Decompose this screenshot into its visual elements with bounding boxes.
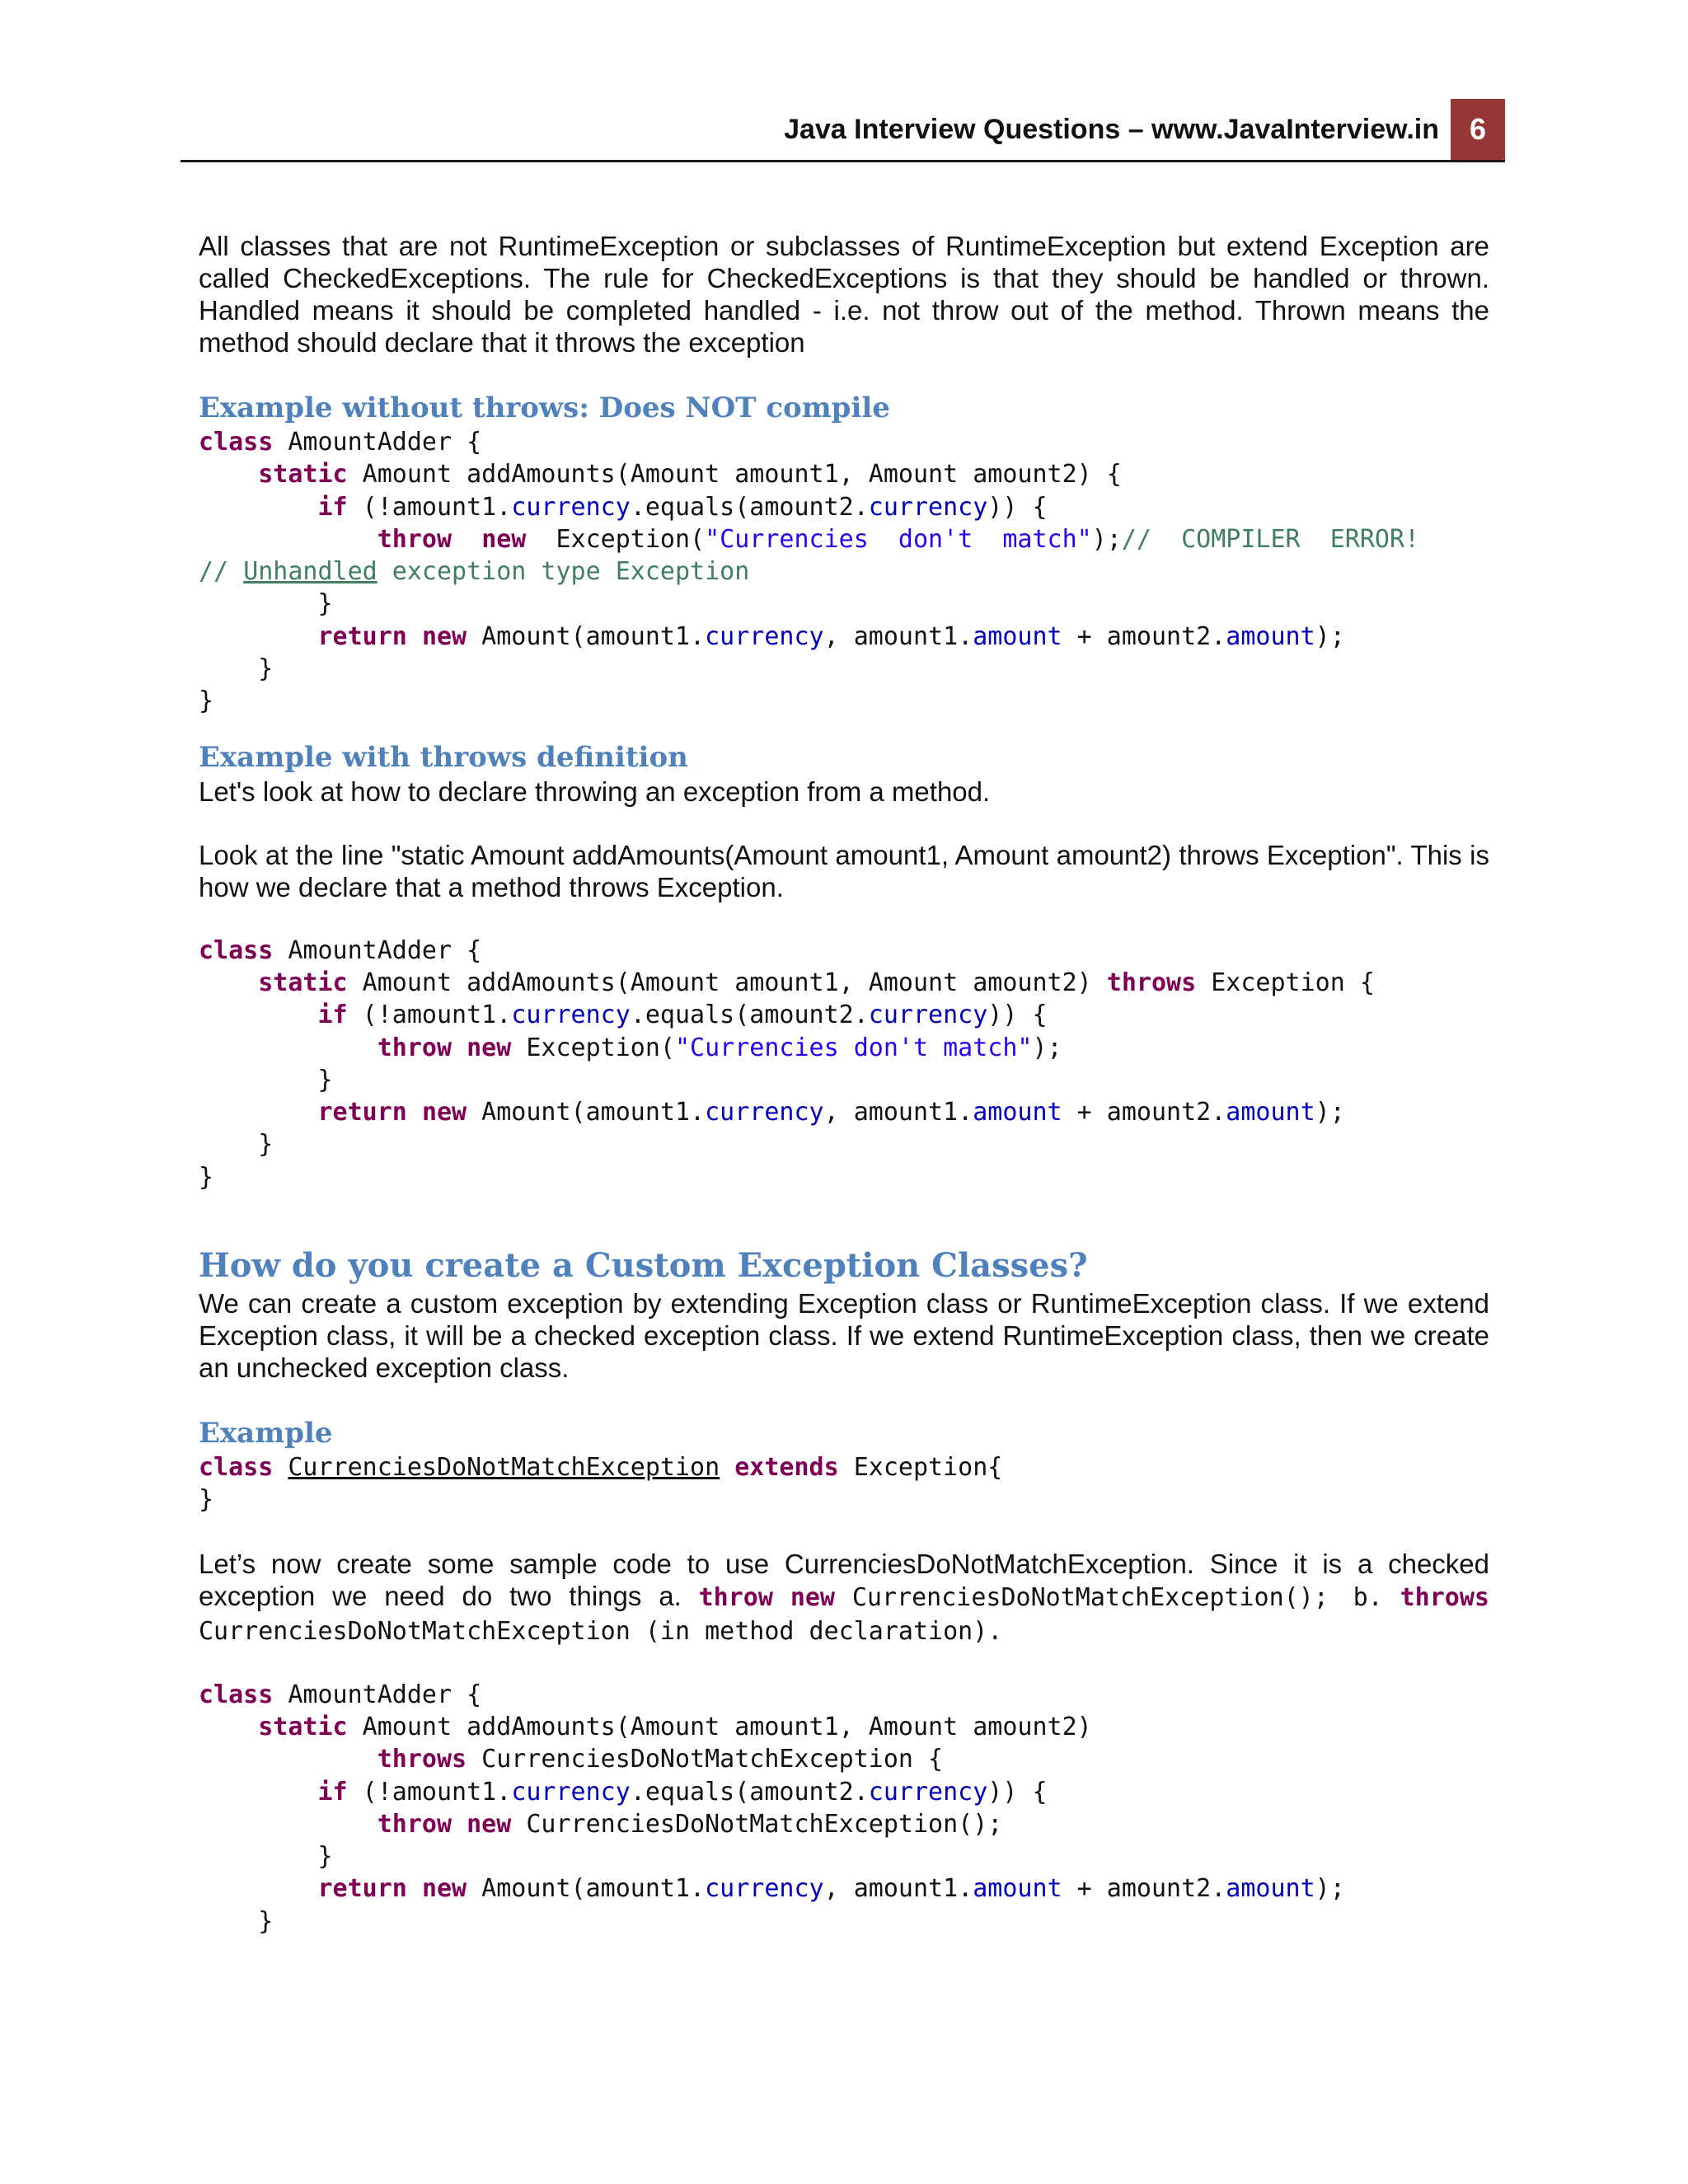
header-title: Java Interview Questions – www.JavaInterview.in: [784, 114, 1439, 145]
example-with-throws-heading: Example with throws definition: [199, 740, 688, 774]
custom-usage-paragraph: [199, 1548, 1489, 1647]
usage-text: Let’s now create some sample code to use CurrenciesDoNotMatchException. Since it is a checked exception we need do two things a.: [199, 1548, 1489, 1611]
page-content: [199, 230, 1489, 1938]
usage-code-new: new: [790, 1582, 835, 1612]
code-block-without-throws: class AmountAdder { static Amount addAmounts(Amount amount1, Amount amount2) { if (!amount1.currency.equals(amount2.currency)) { throw new Exception("Currencies don't match");// COMPILER ERROR! // Unhandled exception type Exception } return new Amount(amount1.currency, amount1.amount + amount2.amount); } }: [199, 428, 1420, 716]
example-without-throws-heading: Example without throws: Does NOT compile: [199, 391, 890, 424]
usage-code-declaration: CurrenciesDoNotMatchException (in method declaration).: [199, 1616, 1003, 1646]
custom-exception-paragraph: We can create a custom exception by extending Exception class or RuntimeException class. If we extend Exception class, it will be a checked exception class. If we extend RuntimeException class, then we create an unchecked exception class.: [199, 1288, 1489, 1384]
custom-exception-heading: How do you create a Custom Exception Classes?: [199, 1246, 1088, 1286]
code-block-with-throws: class AmountAdder { static Amount addAmounts(Amount amount1, Amount amount2) throws Exception { if (!amount1.currency.equals(amount2.currency)) { throw new Exception("Currencies don't match"); } return new Amount(amount1.currency, amount1.amount + amount2.amount); } }: [199, 935, 1375, 1192]
custom-example-heading: Example: [199, 1417, 333, 1451]
example-with-throws-para1: Let's look at how to declare throwing an exception from a method.: [199, 776, 991, 807]
page-header: [181, 99, 1505, 162]
intro-paragraph: All classes that are not RuntimeException or subclasses of RuntimeException but extend Exception are called CheckedExceptions. The rule for CheckedExceptions is that they should be handled or thrown. Handled means it should be completed handled - i.e. not throw out of the method. Thrown means the method should declare that it throws the exception: [199, 231, 1489, 358]
code-block-custom-class: class CurrenciesDoNotMatchException extends Exception{ }: [199, 1453, 1003, 1515]
usage-code-constructor: CurrenciesDoNotMatchException(); b.: [851, 1582, 1383, 1612]
page-number-badge: 6: [1451, 99, 1505, 160]
code-block-custom-usage: class AmountAdder { static Amount addAmounts(Amount amount1, Amount amount2) throws CurrenciesDoNotMatchException { if (!amount1.currency.equals(amount2.currency)) { throw new CurrenciesDoNotMatchException(); } return new Amount(amount1.currency, amount1.amount + amount2.amount); }: [199, 1680, 1345, 1936]
usage-code-throws: throws: [1400, 1582, 1489, 1612]
usage-code-throw: throw: [698, 1582, 773, 1612]
example-with-throws-para2: Look at the line "static Amount addAmounts(Amount amount1, Amount amount2) throws Exception". This is how we declare that a method throws Exception.: [199, 839, 1489, 902]
